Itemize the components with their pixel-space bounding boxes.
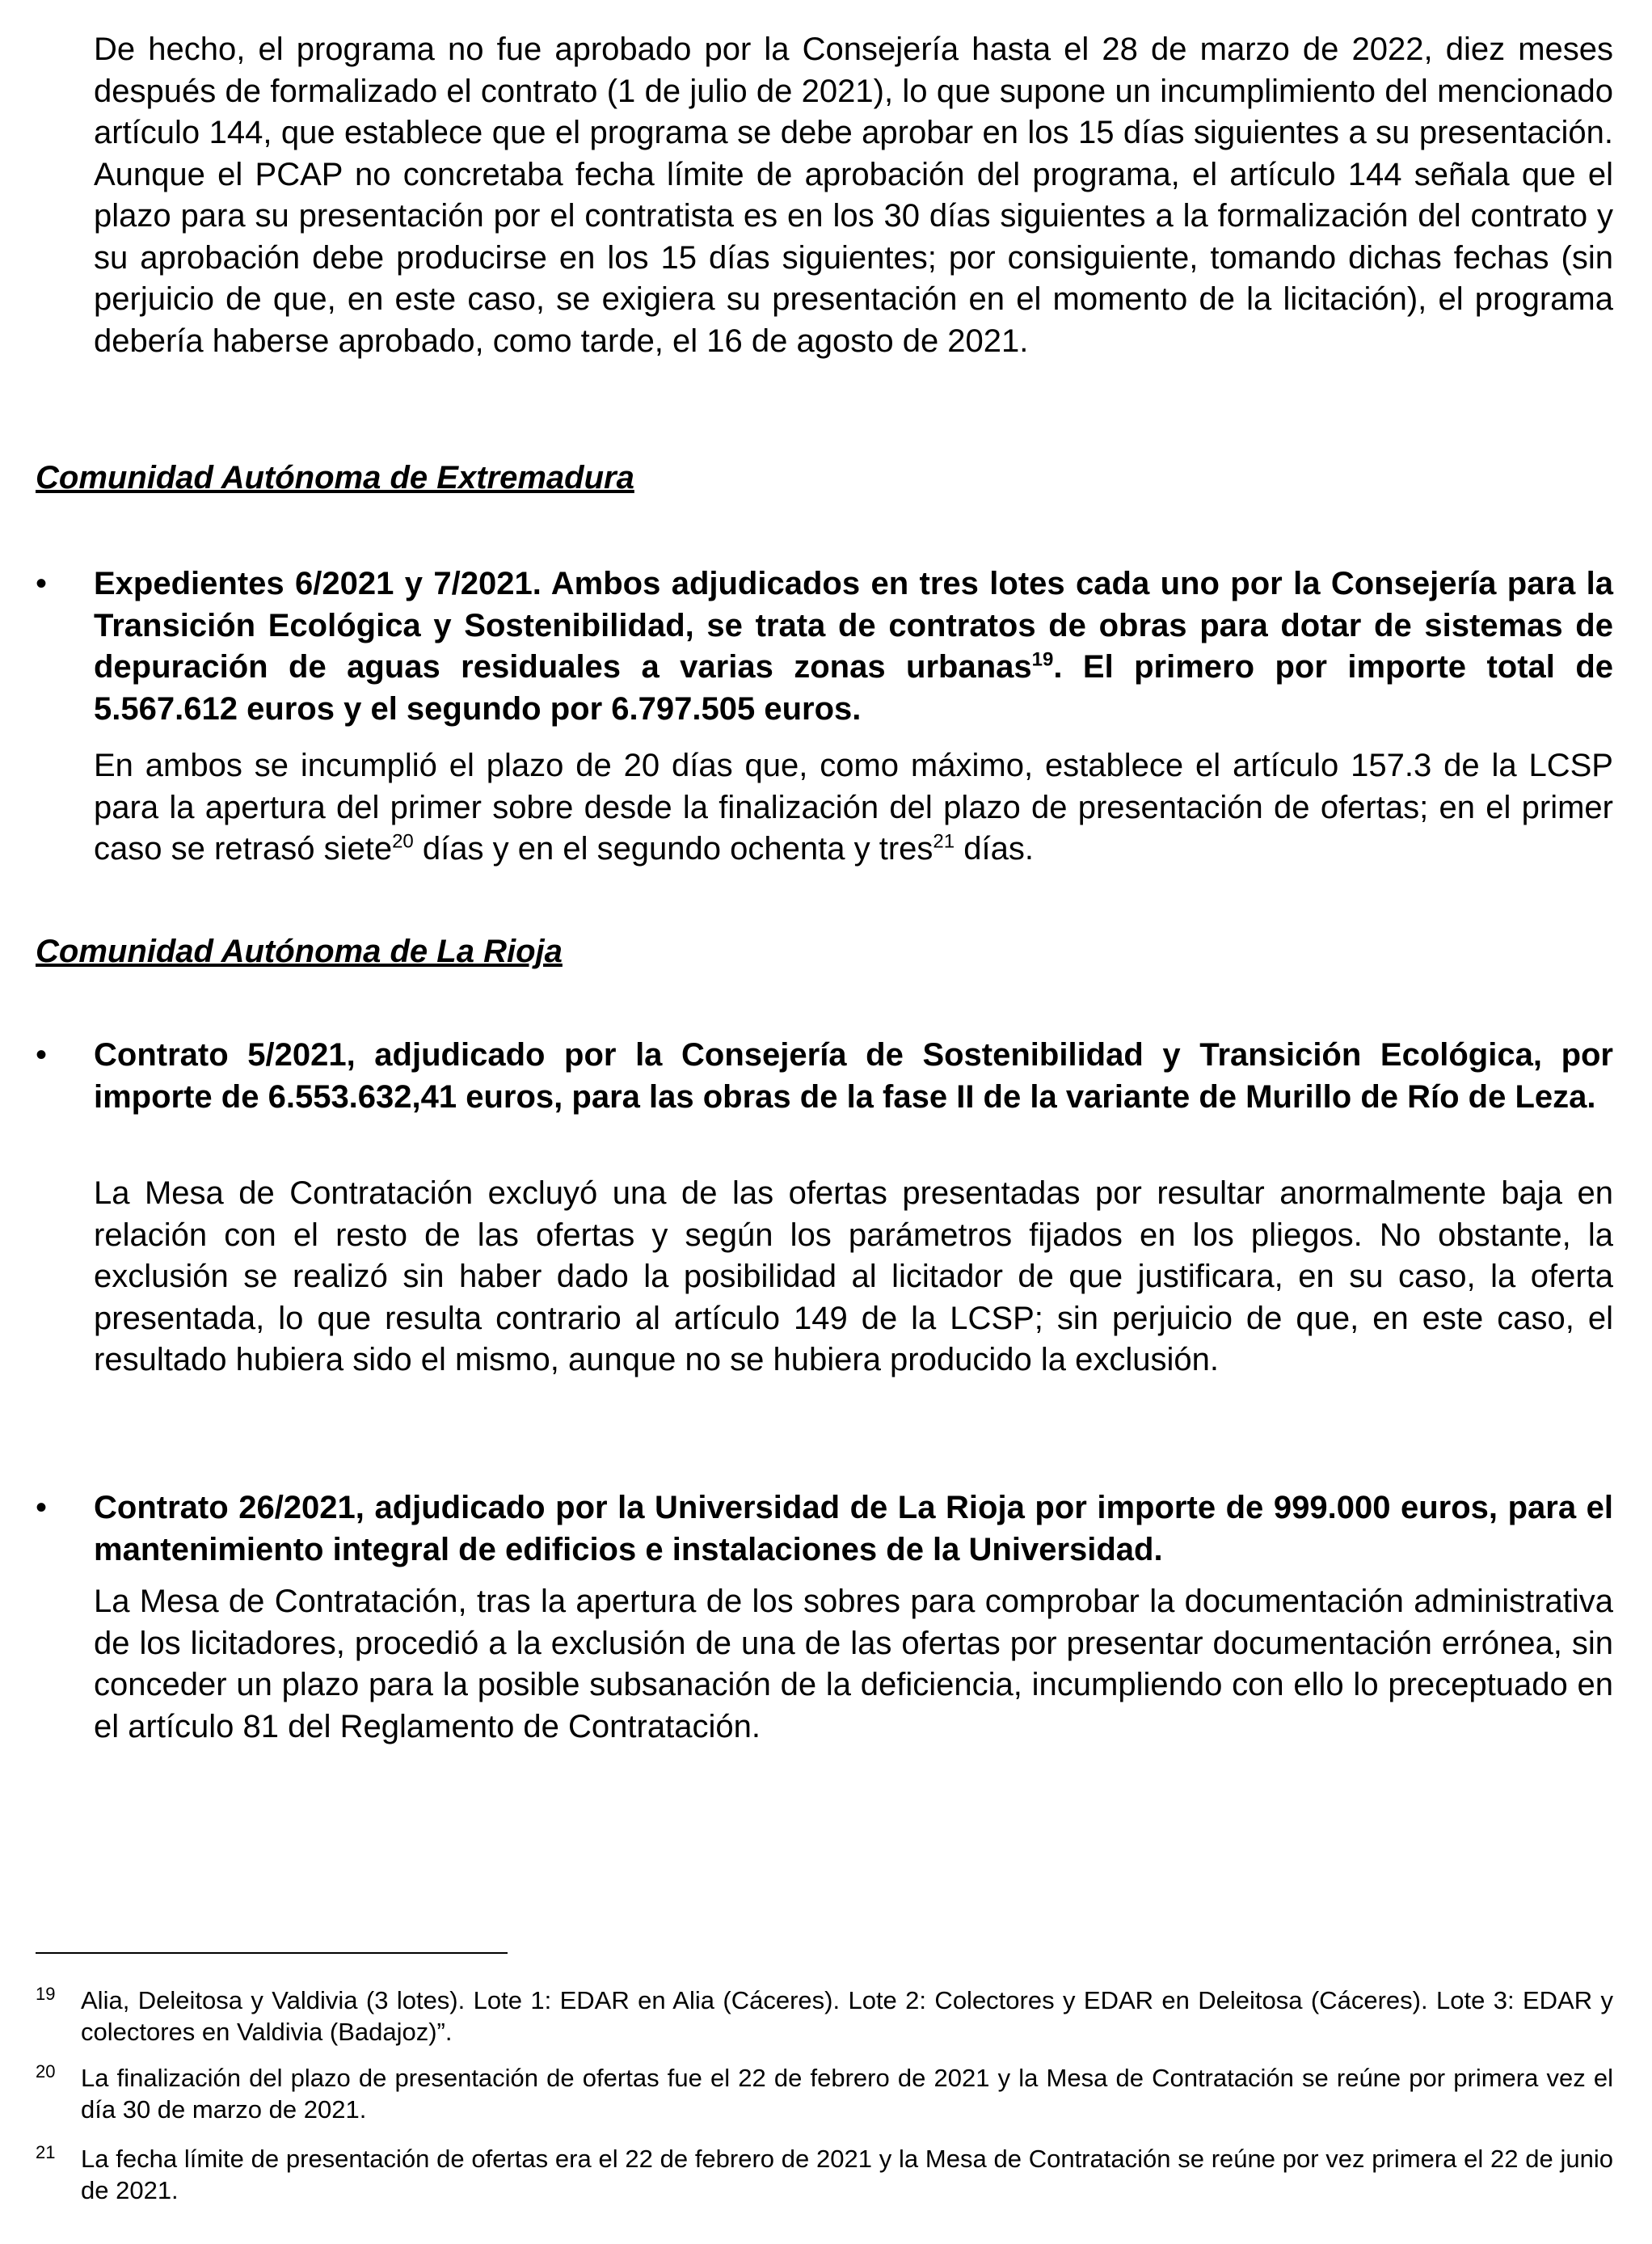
footnote-ref-21[interactable]: 21 — [933, 830, 955, 853]
footnote-text: Alia, Deleitosa y Valdivia (3 lotes). Lote 1: EDAR en Alia (Cáceres). Lote 2: Colectores y EDAR en Deleitosa (Cáceres). Lote 3: EDAR y colectores en Valdivia (Badajoz)”. — [81, 1986, 1613, 2046]
footnote-number: 19 — [36, 1984, 56, 2004]
bullet-marker: • — [36, 1037, 48, 1073]
footnote-number: 21 — [36, 2142, 56, 2162]
item-body: En ambos se incumplió el plazo de 20 días que, como máximo, establece el artículo 157.3 de la LCSP para la apertura del primer sobre desde la finalización del plazo de presentación de ofertas; en el primer caso se retrasó siete$^{20}$ días y en el segundo ochenta y tres$^{21}$ días. — [94, 748, 1613, 867]
footnote-text: La finalización del plazo de presentación de ofertas fue el 22 de febrero de 2021 y la Mesa de Contratación se reúne por primera vez el día 30 de marzo de 2021. — [81, 2064, 1613, 2124]
bullet-marker: • — [36, 566, 48, 601]
footnote-number: 20 — [36, 2061, 56, 2082]
section-heading-la-rioja: Comunidad Autónoma de La Rioja — [36, 934, 563, 969]
item-title: Expedientes 6/2021 y 7/2021. Ambos adjudicados en tres lotes cada uno por la Consejería para la Transición Ecológica y Sostenibilidad, se trata de contratos de obras para dotar de sistemas de depuración de aguas residuales a varias zonas urbanas$^{19}$. El primero por importe total de 5.567.612 euros y el segundo por 6.797.505 euros. — [94, 566, 1613, 727]
intro-paragraph: De hecho, el programa no fue aprobado por la Consejería hasta el 28 de marzo de 2022, diez meses después de formalizado el contrato (1 de julio de 2021), lo que supone un incumplimiento del mencionado artículo 144, que establece que el programa se debe aprobar en los 15 días siguientes a su presentación. Aunque el PCAP no concretaba fecha límite de aprobación del programa, el artículo 144 señala que el plazo para su presentación por el contratista es en los 30 días siguientes a la formalización del contrato y su aprobación debe producirse en los 15 días siguientes; por consiguiente, tomando dichas fechas (sin perjuicio de que, en este caso, se exigiera su presentación en el momento de la licitación), el programa debería haberse aprobado, como tarde, el 16 de agosto de 2021. — [94, 32, 1613, 359]
footnote-19 — [36, 1985, 1613, 2048]
item-title: Contrato 26/2021, adjudicado por la Universidad de La Rioja por importe de 999.000 euros, para el mantenimiento integral de edificios e instalaciones de la Universidad. — [94, 1490, 1613, 1567]
section-heading-extremadura: Comunidad Autónoma de Extremadura — [36, 460, 634, 496]
footnote-21 — [36, 2143, 1613, 2206]
footnote-ref-19[interactable]: 19 — [1031, 648, 1054, 671]
footnote-text: La fecha límite de presentación de ofertas era el 22 de febrero de 2021 y la Mesa de Contratación se reúne por vez primera el 22 de junio de 2021. — [81, 2145, 1613, 2204]
footnote-20 — [36, 2062, 1613, 2125]
item-body: La Mesa de Contratación excluyó una de las ofertas presentadas por resultar anormalmente baja en relación con el resto de las ofertas y según los parámetros fijados en los pliegos. No obstante, la exclusión se realizó sin haber dado la posibilidad al licitador de que justificara, en su caso, la oferta presentada, lo que resulta contrario al artículo 149 de la LCSP; sin perjuicio de que, en este caso, el resultado hubiera sido el mismo, aunque no se hubiera producido la exclusión. — [94, 1175, 1613, 1377]
item-body: La Mesa de Contratación, tras la apertura de los sobres para comprobar la documentación administrativa de los licitadores, procedió a la exclusión de una de las ofertas por presentar documentación errónea, sin conceder un plazo para la posible subsanación de la deficiencia, incumpliendo con ello lo preceptuado en el artículo 81 del Reglamento de Contratación. — [94, 1584, 1613, 1744]
item-title: Contrato 5/2021, adjudicado por la Consejería de Sostenibilidad y Transición Ecológica, por importe de 6.553.632,41 euros, para las obras de la fase II de la variante de Murillo de Río de Leza. — [94, 1037, 1613, 1115]
footnote-divider — [36, 1952, 508, 1954]
footnote-ref-20[interactable]: 20 — [392, 830, 414, 853]
bullet-marker: • — [36, 1490, 48, 1525]
